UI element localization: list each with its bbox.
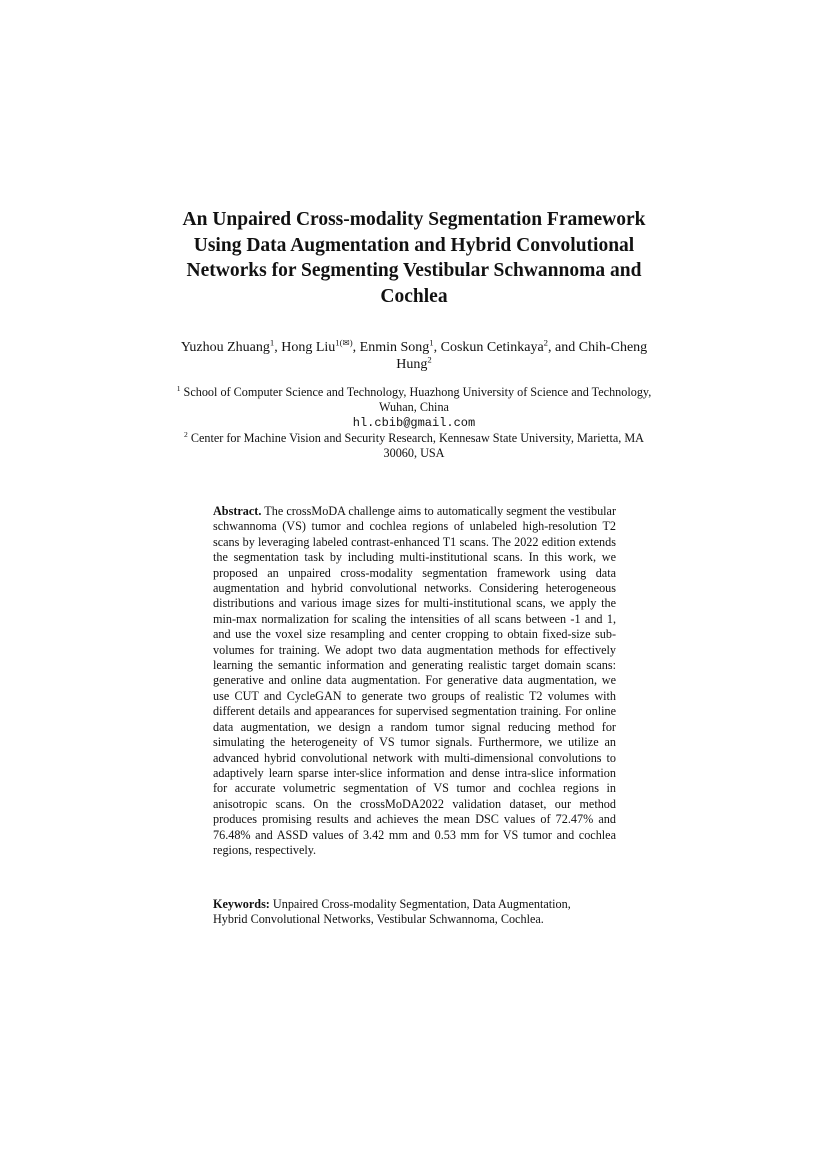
- author-name: Chih-Cheng Hung: [396, 340, 648, 372]
- title-line: Cochlea: [380, 285, 448, 307]
- keywords-label: Keywords:: [213, 897, 270, 911]
- author-name: Yuzhou Zhuang: [180, 340, 270, 355]
- keywords: [213, 897, 616, 928]
- author-name: Coskun Cetinkaya: [440, 340, 544, 355]
- keywords-line-1: Unpaired Cross-modality Segmentation, Data Augmentation,: [272, 897, 571, 911]
- title-line: An Unpaired Cross-modality Segmentation Framework: [182, 209, 646, 230]
- title-line: Networks for Segmenting Vestibular Schwannoma and: [186, 260, 642, 281]
- abstract-text: The crossMoDA challenge aims to automatically segment the vestibular schwannoma (VS) tumor and cochlea regions of unlabeled high-resolution T2 scans by leveraging labeled contrast-enhanced T1 scans. The 2022 edition extends the segmentation task by including multi-institutional scans. In this work, we proposed an unpaired cross-modality segmentation framework using data augmentation and hybrid convolutional networks. Considering heterogeneous distributions and various image sizes for multi-institutional scans, we apply the min-max normalization for scaling the intensities of all scans between -1 and 1, and use the voxel size resampling and center cropping to obtain fixed-size sub-volumes for training. We adopt two data augmentation methods for effectively learning the semantic information and generating realistic target domain scans: generative and online data augmentation. For generative data augmentation, we use CUT and CycleGAN to generate two groups of realistic T2 volumes with different details and appearances for supervised segmentation training. For online data augmentation, we design a random tumor signal reducing method for simulating the heterogeneity of VS tumor signals. Furthermore, we utilize an advanced hybrid convolutional network with multi-dimensional convolutions to adaptively learn sparse inter-slice information and dense intra-slice information for accurate volumetric segmentation of VS tumor and cochlea regions in anisotropic scans. On the crossMoDA2022 validation dataset, our method produces promising results and achieves the mean DSC values of 72.47% and 76.48% and ASSD values of 3.42 mm and 0.53 mm for VS tumor and cochlea regions, respectively.: [213, 504, 617, 857]
- author-name: Hong Liu: [281, 340, 336, 355]
- author-name: Enmin Song: [359, 340, 430, 355]
- abstract-label: Abstract.: [213, 504, 262, 518]
- author-affil-mark: 1(✉): [335, 337, 353, 348]
- title-line: Using Data Augmentation and Hybrid Convolutional: [193, 234, 635, 256]
- keywords-line-2: Hybrid Convolutional Networks, Vestibular Schwannoma, Cochlea.: [213, 912, 544, 927]
- affiliation-1: $^1$ School of Computer Science and Technology, Huazhong University of Science and Technology, Wuhan, China: [176, 383, 652, 415]
- affiliations: [168, 385, 660, 461]
- affiliation-2: $^2$ Center for Machine Vision and Security Research, Kennesaw State University, Marietta, MA 30060, USA: [184, 429, 644, 461]
- author-affil-mark: 2: [427, 354, 432, 365]
- author-affil-mark: 1: [269, 337, 275, 348]
- contact-email[interactable]: hl.cbib@gmail.com: [352, 415, 476, 430]
- author-affil-mark: 1: [429, 337, 434, 348]
- paper-title: [150, 207, 678, 309]
- abstract: [213, 504, 616, 858]
- author-list: Yuzhou Zhuang$^1$, Hong Liu$^{1(✉)}$, Enmin Song$^1$, Coskun Cetinkaya$^2$, and Chih-Cheng Hung$^2$: [180, 337, 648, 372]
- author-affil-mark: 2: [543, 337, 549, 348]
